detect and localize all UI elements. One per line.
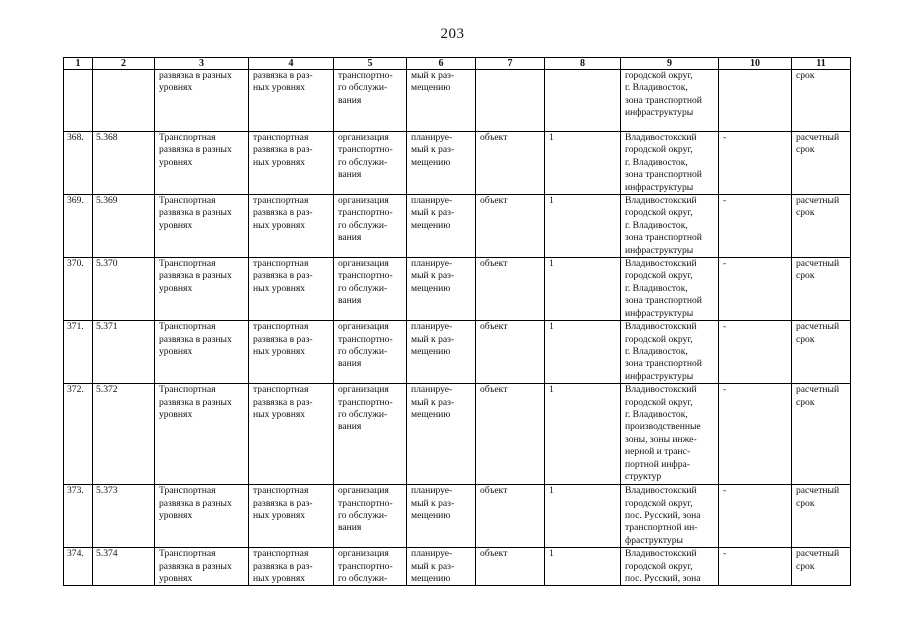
cell-location: Владивостокский городской округ, г. Владивосток, зона транспортной инфраструктуры xyxy=(621,258,719,321)
table-body xyxy=(64,70,851,586)
cell-quantity: 1 xyxy=(545,132,621,195)
table-row xyxy=(64,70,851,132)
cell-status: планируе- мый к раз- мещению xyxy=(407,485,476,548)
cell-unit xyxy=(476,70,545,132)
cell-name: Транспортная развязка в разных уровнях xyxy=(155,485,249,548)
column-header-2: 2 xyxy=(93,58,155,70)
cell-purpose: организация транспортно- го обслужи- xyxy=(334,548,407,586)
table-row xyxy=(64,132,851,195)
cell-characteristics: - xyxy=(719,132,792,195)
cell-quantity: 1 xyxy=(545,485,621,548)
cell-code: 5.371 xyxy=(93,321,155,384)
cell-location: Владивостокский городской округ, пос. Русский, зона xyxy=(621,548,719,586)
cell-name: Транспортная развязка в разных уровнях xyxy=(155,384,249,485)
cell-location: Владивостокский городской округ, пос. Русский, зона транспортной ин- фраструктуры xyxy=(621,485,719,548)
cell-quantity: 1 xyxy=(545,195,621,258)
cell-status: мый к раз- мещению xyxy=(407,70,476,132)
cell-quantity: 1 xyxy=(545,258,621,321)
cell-purpose: транспортно- го обслужи- вания xyxy=(334,70,407,132)
cell-unit: объект xyxy=(476,485,545,548)
cell-name: Транспортная развязка в разных уровнях xyxy=(155,132,249,195)
cell-location: Владивостокский городской округ, г. Владивосток, зона транспортной инфраструктуры xyxy=(621,132,719,195)
column-header-7: 7 xyxy=(476,58,545,70)
cell-number: 369. xyxy=(64,195,93,258)
cell-purpose: организация транспортно- го обслужи- вания xyxy=(334,485,407,548)
cell-quantity: 1 xyxy=(545,548,621,586)
cell-type: транспортная развязка в раз- ных уровнях xyxy=(249,321,334,384)
cell-unit: объект xyxy=(476,384,545,485)
cell-quantity: 1 xyxy=(545,321,621,384)
cell-characteristics: - xyxy=(719,485,792,548)
column-header-5: 5 xyxy=(334,58,407,70)
cell-location: Владивостокский городской округ, г. Владивосток, зона транспортной инфраструктуры xyxy=(621,195,719,258)
column-header-9: 9 xyxy=(621,58,719,70)
cell-status: планируе- мый к раз- мещению xyxy=(407,258,476,321)
cell-term: расчетный срок xyxy=(792,258,851,321)
cell-code: 5.370 xyxy=(93,258,155,321)
cell-type: транспортная развязка в раз- ных уровнях xyxy=(249,384,334,485)
cell-purpose: организация транспортно- го обслужи- вания xyxy=(334,321,407,384)
cell-term: расчетный срок xyxy=(792,485,851,548)
column-header-1: 1 xyxy=(64,58,93,70)
cell-location: Владивостокский городской округ, г. Владивосток, зона транспортной инфраструктуры xyxy=(621,321,719,384)
cell-unit: объект xyxy=(476,258,545,321)
cell-number: 370. xyxy=(64,258,93,321)
cell-name: развязка в разных уровнях xyxy=(155,70,249,132)
cell-name: Транспортная развязка в разных уровнях xyxy=(155,548,249,586)
cell-characteristics: - xyxy=(719,321,792,384)
cell-purpose: организация транспортно- го обслужи- вания xyxy=(334,258,407,321)
cell-code: 5.373 xyxy=(93,485,155,548)
cell-quantity xyxy=(545,70,621,132)
cell-characteristics xyxy=(719,70,792,132)
column-header-8: 8 xyxy=(545,58,621,70)
cell-term: срок xyxy=(792,70,851,132)
cell-code: 5.369 xyxy=(93,195,155,258)
cell-status: планируе- мый к раз- мещению xyxy=(407,321,476,384)
cell-term: расчетный срок xyxy=(792,132,851,195)
cell-status: планируе- мый к раз- мещению xyxy=(407,132,476,195)
cell-purpose: организация транспортно- го обслужи- вания xyxy=(334,195,407,258)
cell-location: городской округ, г. Владивосток, зона транспортной инфраструктуры xyxy=(621,70,719,132)
cell-number xyxy=(64,70,93,132)
cell-name: Транспортная развязка в разных уровнях xyxy=(155,321,249,384)
cell-code: 5.368 xyxy=(93,132,155,195)
cell-number: 371. xyxy=(64,321,93,384)
cell-number: 368. xyxy=(64,132,93,195)
cell-name: Транспортная развязка в разных уровнях xyxy=(155,258,249,321)
cell-purpose: организация транспортно- го обслужи- вания xyxy=(334,132,407,195)
cell-term: расчетный срок xyxy=(792,384,851,485)
column-header-3: 3 xyxy=(155,58,249,70)
cell-characteristics: - xyxy=(719,548,792,586)
cell-unit: объект xyxy=(476,132,545,195)
cell-unit: объект xyxy=(476,548,545,586)
column-header-4: 4 xyxy=(249,58,334,70)
table-row xyxy=(64,548,851,586)
cell-code: 5.374 xyxy=(93,548,155,586)
page-number: 203 xyxy=(440,26,465,42)
table-row xyxy=(64,195,851,258)
cell-status: планируе- мый к раз- мещению xyxy=(407,195,476,258)
cell-term: расчетный срок xyxy=(792,321,851,384)
cell-location: Владивостокский городской округ, г. Владивосток, производственные зоны, зоны инже- нерной и транс- портной инфра- структур xyxy=(621,384,719,485)
table-row xyxy=(64,258,851,321)
column-header-6: 6 xyxy=(407,58,476,70)
cell-type: транспортная развязка в раз- ных уровнях xyxy=(249,485,334,548)
cell-quantity: 1 xyxy=(545,384,621,485)
cell-term: расчетный срок xyxy=(792,548,851,586)
cell-term: расчетный срок xyxy=(792,195,851,258)
cell-status: планируе- мый к раз- мещению xyxy=(407,384,476,485)
column-header-10: 10 xyxy=(719,58,792,70)
cell-type: транспортная развязка в раз- ных уровнях xyxy=(249,258,334,321)
cell-type: транспортная развязка в раз- ных уровнях xyxy=(249,195,334,258)
object-table xyxy=(63,57,851,586)
cell-number: 374. xyxy=(64,548,93,586)
cell-purpose: организация транспортно- го обслужи- вания xyxy=(334,384,407,485)
cell-characteristics: - xyxy=(719,384,792,485)
cell-code: 5.372 xyxy=(93,384,155,485)
cell-characteristics: - xyxy=(719,258,792,321)
column-header-11: 11 xyxy=(792,58,851,70)
cell-code xyxy=(93,70,155,132)
cell-status: планируе- мый к раз- мещению xyxy=(407,548,476,586)
cell-type: развязка в раз- ных уровнях xyxy=(249,70,334,132)
cell-type: транспортная развязка в раз- ных уровнях xyxy=(249,548,334,586)
cell-number: 373. xyxy=(64,485,93,548)
table-header xyxy=(64,58,851,70)
cell-number: 372. xyxy=(64,384,93,485)
cell-name: Транспортная развязка в разных уровнях xyxy=(155,195,249,258)
table-row xyxy=(64,384,851,485)
table-row xyxy=(64,485,851,548)
cell-unit: объект xyxy=(476,321,545,384)
header-row xyxy=(64,58,851,70)
cell-characteristics: - xyxy=(719,195,792,258)
cell-type: транспортная развязка в раз- ных уровнях xyxy=(249,132,334,195)
table-row xyxy=(64,321,851,384)
cell-unit: объект xyxy=(476,195,545,258)
